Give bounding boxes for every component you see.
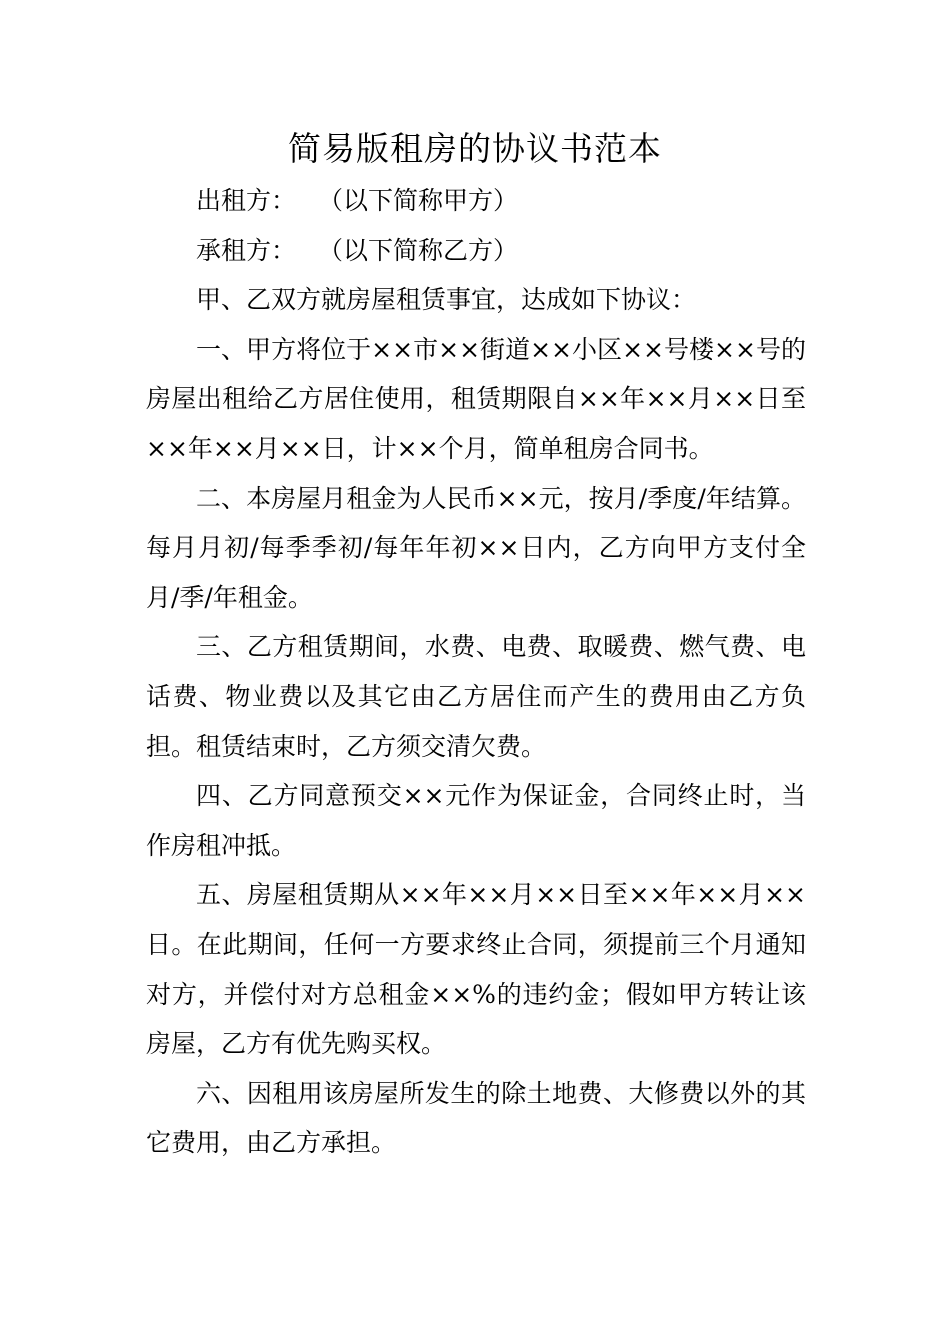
paragraph-clause-6: 六、因租用该房屋所发生的除土地费、大修费以外的其它费用，由乙方承担。 (146, 1078, 806, 1158)
paragraph-clause-1: 一、甲方将位于××市××街道××小区××号楼××号的房屋出租给乙方居住使用，租赁期限自××年××月××日至××年××月××日，计××个月，简单租房合同书。 (146, 334, 806, 463)
document-body (146, 176, 806, 1168)
paragraph-clause-2: 二、本房屋月租金为人民币××元，按月/季度/年结算。每月月初/每季季初/每年年初××日内，乙方向甲方支付全月/季/年租金。 (146, 483, 806, 612)
paragraph-intro: 甲、乙双方就房屋租赁事宜，达成如下协议： (196, 285, 697, 315)
paragraph-clause-4: 四、乙方同意预交××元作为保证金，合同终止时，当作房租冲抵。 (146, 781, 806, 860)
lessee-line (146, 226, 806, 276)
document-title: 简易版租房的协议书范本 (288, 129, 662, 168)
lessor-line (146, 176, 806, 226)
lessor-label: 出租方： (196, 186, 297, 215)
lessee-label: 承租方： (196, 235, 297, 265)
lessee-note: （以下简称乙方） (318, 235, 519, 265)
paragraph-clause-5: 五、房屋租赁期从××年××月××日至××年××月××日。在此期间，任何一方要求终止合同，须提前三个月通知对方，并偿付对方总租金××%的违约金；假如甲方转让该房屋，乙方有优先购买权。 (146, 880, 806, 1059)
lessor-note: （以下简称甲方） (318, 186, 519, 215)
paragraph-clause-3: 三、乙方租赁期间，水费、电费、取暖费、燃气费、电话费、物业费以及其它由乙方居住而产生的费用由乙方负担。租赁结束时，乙方须交清欠费。 (146, 632, 806, 761)
